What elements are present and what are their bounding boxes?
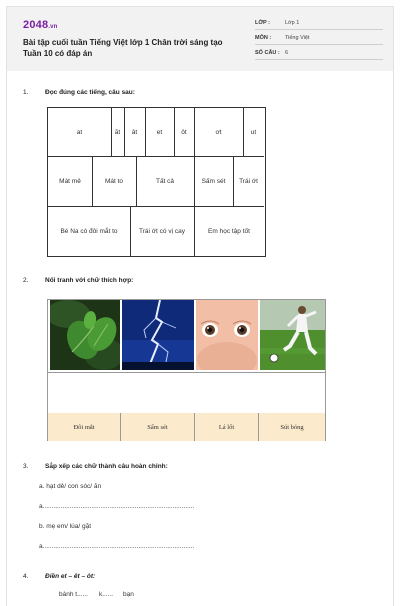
lightning-image (122, 300, 194, 370)
syllable-cell: ut (250, 128, 257, 136)
question-4-number: 4. (23, 573, 29, 580)
match-label[interactable]: Lá lốt (195, 413, 258, 441)
q4-item[interactable]: bạn (123, 591, 134, 598)
question-2-number: 2. (23, 277, 29, 284)
question-4-heading (23, 573, 95, 580)
word-cell: Trái ớt (239, 177, 258, 185)
sentence-cell: Em học tập tốt (208, 227, 250, 235)
document-title: Bài tập cuối tuần Tiếng Việt lớp 1 Chân trời sáng tạo Tuần 10 có đáp án (23, 38, 223, 58)
q4-item[interactable]: bánh t...... (59, 591, 88, 598)
question-2-title: Nối tranh với chữ thích hợp: (45, 277, 134, 284)
worksheet-page (6, 6, 394, 606)
question-3-heading (23, 463, 168, 470)
word-cell: Mát mẻ (59, 177, 81, 185)
word-cell: Sấm sét (201, 177, 226, 185)
question-3-title: Sắp xếp các chữ thành câu hoàn chỉnh: (45, 463, 168, 470)
sentence-cell: Trái ớt có vị cay (139, 227, 185, 235)
question-4-title: Điền et – êt – ôt: (45, 573, 96, 580)
matching-divider (48, 372, 325, 373)
leaf-image (50, 300, 120, 370)
match-label[interactable]: Sút bóng (259, 413, 325, 441)
meta-class-key: LỚP : (255, 20, 270, 26)
q3-b-prompt: b. mẹ em/ lúa/ gặt (39, 523, 92, 530)
word-cell: Mát to (104, 177, 124, 185)
syllable-cell: ơt (215, 128, 222, 136)
q4-item[interactable]: k...... (99, 591, 114, 598)
syllable-cell: ât (131, 128, 138, 136)
question-2-heading (23, 277, 133, 284)
match-label[interactable]: Đôi mắt (48, 413, 120, 441)
syllable-cell: at (76, 128, 83, 136)
syllable-cell: ôt (181, 128, 187, 136)
q3-a-prompt: a. hạt dẻ/ con sóc/ ăn (39, 483, 102, 490)
meta-class-value: Lớp 1 (285, 20, 300, 26)
question-1-number: 1. (23, 89, 29, 96)
site-logo[interactable] (23, 19, 58, 31)
question-3-number: 3. (23, 463, 29, 470)
matching-table (47, 299, 326, 441)
meta-subject-key: MÔN : (255, 35, 272, 41)
logo-suffix: .vn (48, 24, 58, 30)
meta-subject-value: Tiếng Việt (285, 35, 310, 41)
meta-subject-row (255, 32, 383, 45)
q3-b-answer-line[interactable]: a.................................................................................... (39, 543, 195, 550)
football-player-image (260, 300, 325, 370)
q3-a-answer-line[interactable]: a.................................................................................... (39, 503, 195, 510)
worksheet-header (7, 7, 393, 71)
eyes-image (196, 300, 258, 370)
meta-count-row (255, 47, 383, 60)
meta-count-value: 6 (285, 50, 289, 56)
logo-main: 2048 (23, 19, 49, 31)
syllable-cell: ăt (114, 128, 121, 136)
meta-count-key: SỐ CÂU : (255, 50, 280, 56)
question-1-heading (23, 89, 135, 96)
word-cell: Tất cả (155, 177, 175, 185)
reading-table (47, 107, 266, 257)
meta-class-row (255, 17, 383, 30)
match-label[interactable]: Sấm sét (121, 413, 194, 441)
question-1-title: Đọc đúng các tiếng, câu sau: (45, 89, 135, 96)
syllable-cell: et (156, 128, 163, 136)
sentence-cell: Bé Na có đôi mắt to (60, 227, 118, 235)
